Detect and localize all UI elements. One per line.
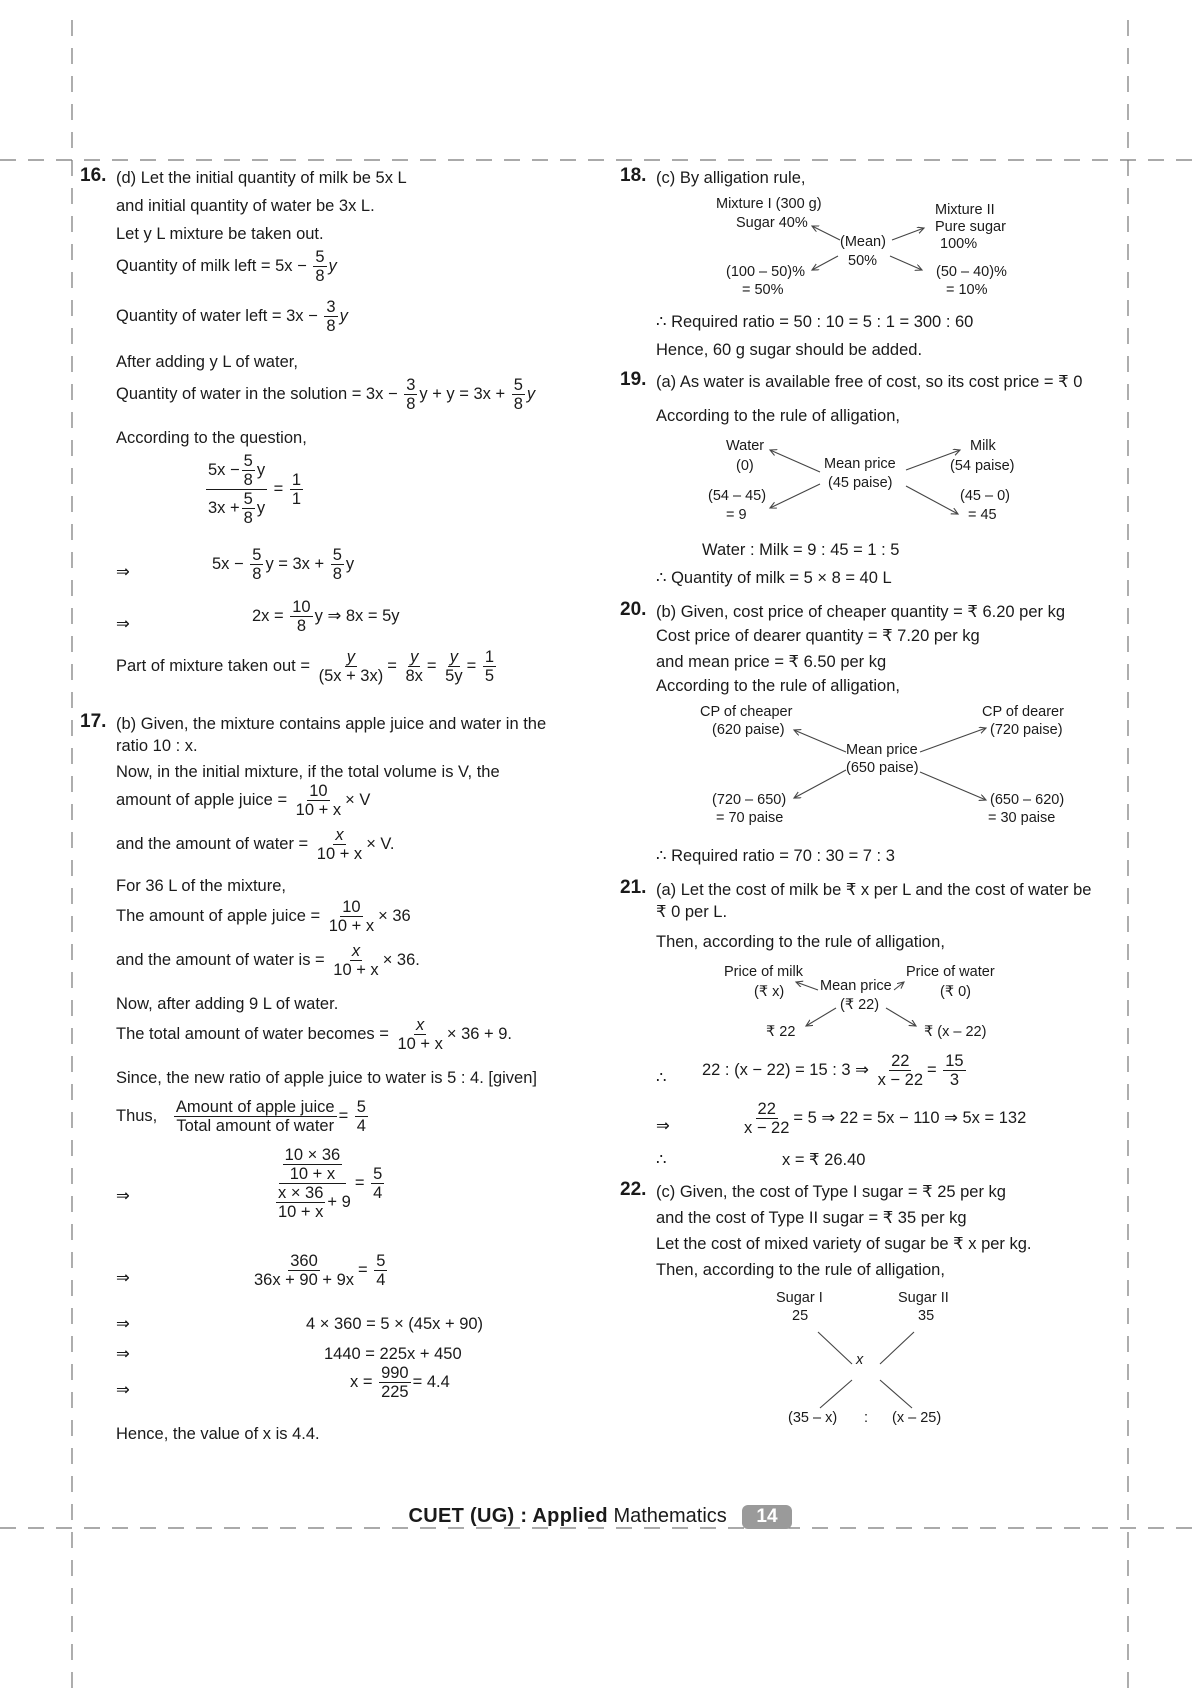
diagram-label: Mean price (846, 742, 918, 758)
q17-thus: Thus, $\frac{\text{Amount of apple juice}}{\text{Total amount of water}}$ = $\frac{5}{4}$ (116, 1098, 366, 1135)
implies-arrow: ⇒ (116, 563, 130, 581)
q21-step: x = ₹ 26.40 (782, 1151, 866, 1169)
question-number: 21. (620, 877, 647, 898)
q16-step: 5x − $\frac{5}{8}$ y = 3x + $\frac{5}{8}$ y (212, 546, 355, 583)
diagram-label: (x – 25) (892, 1410, 942, 1426)
diagram-label: = 50% (742, 282, 784, 298)
q16-water-solution: Quantity of water in the solution = 3x − $\frac{3}{8}$ y + y = 3x + $\frac{5}{8}$ y (116, 376, 536, 413)
question-number: 20. (620, 599, 647, 620)
q17-line: The total amount of water becomes = $\frac{x}{10 + x}$ × 36 + 9. (116, 1016, 513, 1053)
q16-line: According to the question, (116, 429, 307, 447)
question-number: 16. (80, 165, 107, 186)
footer-brand: CUET (UG) : Applied (408, 1505, 608, 1527)
q17-step: x = $\frac{990}{225}$ = 4.4 (350, 1364, 450, 1401)
q17-line: Now, in the initial mixture, if the total volume is V, the (116, 763, 500, 781)
diagram-label: ₹ 22 (766, 1024, 796, 1040)
q20-line: According to the rule of alligation, (656, 677, 900, 695)
q22-line: Let the cost of mixed variety of sugar be ₹ x per kg. (656, 1235, 1032, 1253)
q17-line: ratio 10 : x. (116, 737, 198, 755)
q17-final: Hence, the value of x is 4.4. (116, 1425, 320, 1443)
diagram-label: (54 paise) (950, 458, 1015, 474)
diagram-label: (45 paise) (828, 475, 893, 491)
q19-line: Water : Milk = 9 : 45 = 1 : 5 (702, 541, 900, 559)
diagram-label: Price of milk (724, 964, 803, 980)
q22-line: and the cost of Type II sugar = ₹ 35 per kg (656, 1209, 967, 1227)
implies-arrow: ⇒ (116, 1381, 130, 1399)
q17-line: For 36 L of the mixture, (116, 877, 286, 895)
q17-step: $\frac{360}{36x + 90 + 9x}$ = $\frac{5}{4}$ (254, 1252, 386, 1289)
diagram-label: (35 – x) (788, 1410, 838, 1426)
q22-line: (c) Given, the cost of Type I sugar = ₹ 25 per kg (656, 1183, 1006, 1201)
q20-line: (b) Given, cost price of cheaper quantity = ₹ 6.20 per kg (656, 603, 1066, 621)
q16-line: Let y L mixture be taken out. (116, 225, 324, 243)
question-number: 17. (80, 711, 107, 732)
diagram-label: (620 paise) (712, 722, 785, 738)
diagram-label: (54 – 45) (708, 488, 767, 504)
q17-line: and the amount of water = $\frac{x}{10 + x}$ × V. (116, 826, 395, 863)
diagram-label: (Mean) (840, 234, 886, 250)
question-number: 19. (620, 369, 647, 390)
diagram-label: = 30 paise (988, 810, 1056, 826)
q17-step: 1440 = 225x + 450 (324, 1345, 462, 1363)
diagram-label: 100% (940, 236, 978, 252)
diagram-label: Mean price (820, 978, 892, 994)
q17-line: amount of apple juice = $\frac{10}{10 + x}$ × V (116, 782, 371, 819)
diagram-label: Sugar II (898, 1290, 949, 1306)
diagram-label: Water (726, 438, 765, 454)
implies-arrow: ⇒ (116, 615, 130, 633)
diagram-label: 50% (848, 253, 878, 269)
diagram-label: (650 – 620) (990, 792, 1065, 808)
implies-arrow: ⇒ (116, 1315, 130, 1333)
q17-step: 4 × 360 = 5 × (45x + 90) (306, 1315, 484, 1333)
diagram-label: ₹ (x – 22) (924, 1024, 987, 1040)
q21-step: 22 : (x − 22) = 15 : 3 ⇒ $\frac{22}{x - 22}$ = $\frac{15}{3}$ (702, 1052, 964, 1089)
diagram-label: (650 paise) (846, 760, 919, 776)
q18-line: ∴ Required ratio = 50 : 10 = 5 : 1 = 300 : 60 (656, 313, 974, 331)
q19-line: (a) As water is available free of cost, so its cost price = ₹ 0 (656, 373, 1083, 391)
diagram-label: 25 (792, 1308, 809, 1324)
diagram-label: CP of dearer (982, 704, 1064, 720)
diagram-label: (720 paise) (990, 722, 1063, 738)
q17-step: $\frac{10 \times 36}{10 + x}$ $\frac{x \times 36}{10 + x}$ + 9 = $\frac{5}{4}$ (278, 1146, 383, 1221)
implies-arrow: ⇒ (656, 1117, 670, 1135)
q16-line: and initial quantity of water be 3x L. (116, 197, 375, 215)
q18-line: Hence, 60 g sugar should be added. (656, 341, 923, 359)
diagram-label: Mean price (824, 456, 896, 472)
diagram-label: Mixture II (935, 202, 995, 218)
diagram-label: (50 – 40)% (936, 264, 1007, 280)
q18-line: (c) By alligation rule, (656, 169, 806, 187)
q21-step: $\frac{22}{x - 22}$ = 5 ⇒ 22 = 5x − 110 ⇒ 5x = 132 (744, 1100, 1027, 1137)
diagram-label: CP of cheaper (700, 704, 793, 720)
q20-line: and mean price = ₹ 6.50 per kg (656, 653, 887, 671)
therefore-sign: ∴ (656, 1151, 667, 1169)
therefore-sign: ∴ (656, 1069, 667, 1087)
diagram-label: x (856, 1352, 864, 1368)
q16-part-taken: Part of mixture taken out = $\frac{y}{(5x + 3x)}$ = $\frac{y}{8x}$ = $\frac{y}{5y}$ = $\frac{1}{5}$ (116, 648, 494, 685)
q20-line: ∴ Required ratio = 70 : 30 = 7 : 3 (656, 847, 895, 865)
q16-milk-left: Quantity of milk left = 5x − $\frac{5}{8}$ y (116, 248, 337, 285)
diagram-label: Sugar I (776, 1290, 823, 1306)
q19-line: According to the rule of alligation, (656, 407, 900, 425)
diagram-label: (₹ 22) (840, 997, 880, 1013)
diagram-label: = 10% (946, 282, 988, 298)
q19-line: ∴ Quantity of milk = 5 × 8 = 40 L (656, 569, 892, 587)
diagram-label: (₹ 0) (940, 984, 971, 1000)
q16-line: (d) Let the initial quantity of milk be 5x L (116, 169, 407, 187)
footer-subject: Mathematics (613, 1505, 727, 1527)
page-footer (0, 1505, 1200, 1529)
diagram-label: 35 (918, 1308, 935, 1324)
question-number: 18. (620, 165, 647, 186)
diagram-label: = 70 paise (716, 810, 784, 826)
diagram-label: Mixture I (300 g) (716, 196, 822, 212)
implies-arrow: ⇒ (116, 1345, 130, 1363)
diagram-label: Milk (970, 438, 996, 454)
page-number-badge: 14 (742, 1505, 791, 1529)
q17-line: (b) Given, the mixture contains apple juice and water in the (116, 715, 547, 733)
diagram-label: (0) (736, 458, 754, 474)
q21-line: (a) Let the cost of milk be ₹ x per L and the cost of water be (656, 881, 1092, 899)
q16-ratio-equation: 5x − $\frac{5}{8}$ y 3x + $\frac{5}{8}$ y = $\frac{1}{1}$ (208, 452, 302, 527)
q16-step: 2x = $\frac{10}{8}$ y ⇒ 8x = 5y (252, 598, 400, 635)
diagram-label: (₹ x) (754, 984, 785, 1000)
diagram-label: : (864, 1410, 869, 1426)
q17-line: The amount of apple juice = $\frac{10}{10 + x}$ × 36 (116, 898, 411, 935)
q22-line: Then, according to the rule of alligation, (656, 1261, 945, 1279)
implies-arrow: ⇒ (116, 1269, 130, 1287)
q16-line: After adding y L of water, (116, 353, 298, 371)
q17-line: Now, after adding 9 L of water. (116, 995, 339, 1013)
q20-line: Cost price of dearer quantity = ₹ 7.20 per kg (656, 627, 980, 645)
question-number: 22. (620, 1179, 647, 1200)
q21-line: ₹ 0 per L. (656, 903, 728, 921)
diagram-label: (720 – 650) (712, 792, 787, 808)
q17-line: and the amount of water is = $\frac{x}{10 + x}$ × 36. (116, 942, 420, 979)
diagram-label: = 9 (726, 507, 747, 523)
diagram-label: = 45 (968, 507, 997, 523)
implies-arrow: ⇒ (116, 1187, 130, 1205)
q17-line: Since, the new ratio of apple juice to water is 5 : 4. [given] (116, 1069, 537, 1087)
q16-water-left: Quantity of water left = 3x − $\frac{3}{8}$ y (116, 298, 348, 335)
q21-line: Then, according to the rule of alligation, (656, 933, 945, 951)
diagram-label: Pure sugar (935, 219, 1006, 235)
diagram-label: Sugar 40% (736, 215, 808, 231)
diagram-label: Price of water (906, 964, 995, 980)
diagram-label: (100 – 50)% (726, 264, 805, 280)
diagram-label: (45 – 0) (960, 488, 1010, 504)
